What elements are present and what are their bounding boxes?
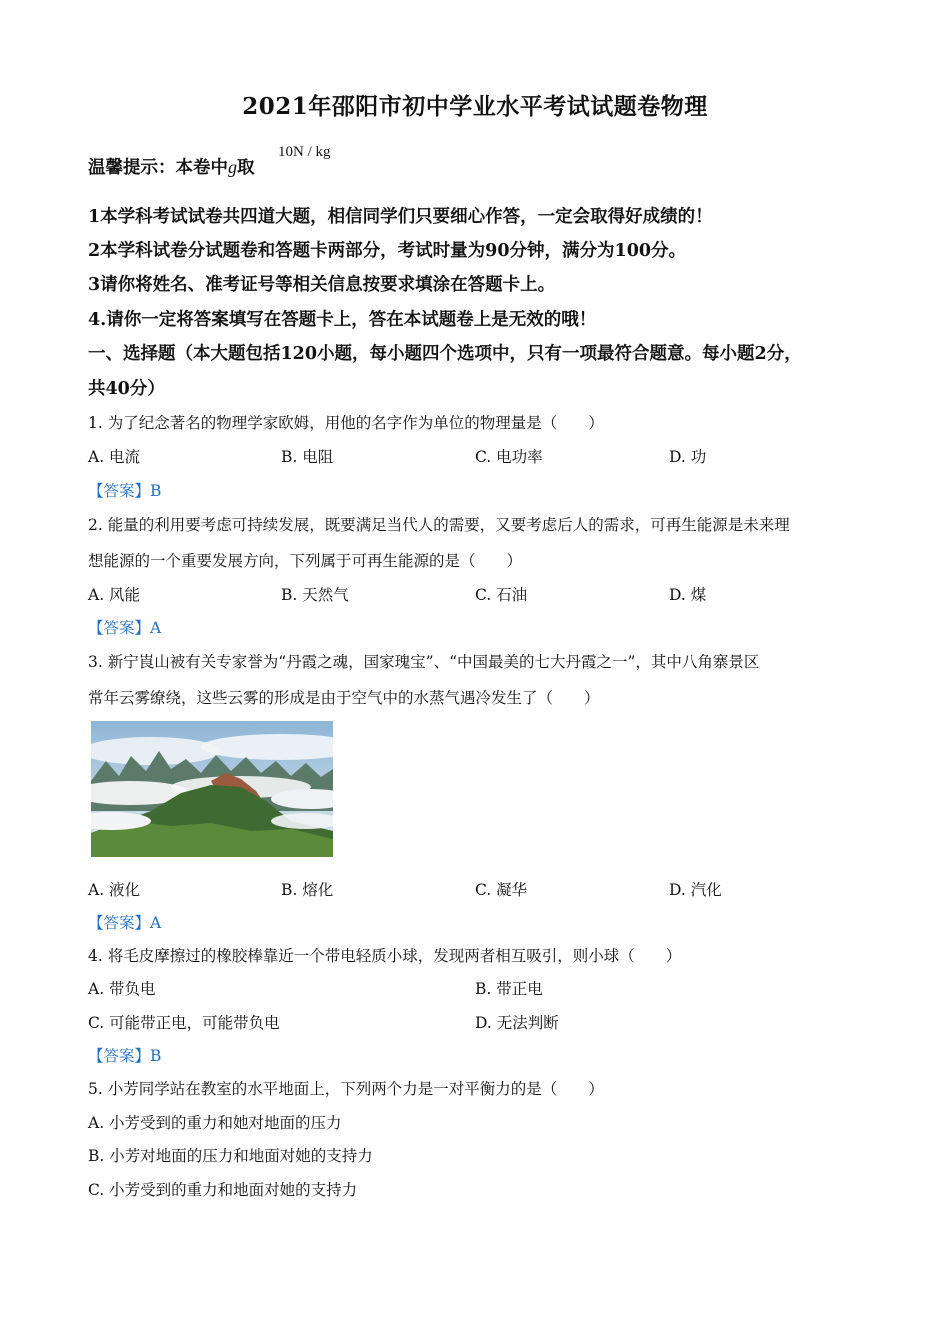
question-2-option-a: A. 风能 <box>88 586 141 604</box>
question-3-option-a: A. 液化 <box>88 881 141 899</box>
question-3-text-line2: 常年云雾缭绕，这些云雾的形成是由于空气中的水蒸气遇冷发生了（ ） <box>88 689 600 707</box>
notice-1: 1本学科考试试卷共四道大题，相信同学们只要细心作答，一定会取得好成绩的！ <box>88 207 713 227</box>
question-1-answer: 【答案】B <box>88 482 162 500</box>
question-4-option-b: B. 带正电 <box>475 980 543 998</box>
question-4-answer: 【答案】B <box>88 1047 162 1065</box>
tip-value: 10N / kg <box>278 144 331 160</box>
question-2-answer: 【答案】A <box>88 619 162 637</box>
tip-suffix: 取 <box>237 158 255 178</box>
question-4-option-c: C. 可能带正电，可能带负电 <box>88 1014 280 1032</box>
question-4-text: 4. 将毛皮摩擦过的橡胶棒靠近一个带电轻质小球，发现两者相互吸引，则小球（ ） <box>88 947 682 965</box>
question-3-option-d: D. 汽化 <box>669 881 722 899</box>
notice-4: 4.请你一定将答案填写在答题卡上，答在本试题卷上是无效的哦！ <box>88 310 597 330</box>
question-1-option-c: C. 电功率 <box>475 448 543 466</box>
section-heading-line2: 共40分） <box>88 379 165 399</box>
tip-prefix: 温馨提示：本卷中 <box>88 158 228 178</box>
mountain-cloud-illustration <box>91 721 333 857</box>
tip-line <box>88 154 255 179</box>
question-5-option-b: B. 小芳对地面的压力和地面对她的支持力 <box>88 1147 373 1165</box>
question-2-option-c: C. 石油 <box>475 586 528 604</box>
page-title: 2021年邵阳市初中学业水平考试试题卷物理 <box>242 93 708 120</box>
question-4-option-d: D. 无法判断 <box>475 1014 559 1032</box>
question-4-option-a: A. 带负电 <box>88 980 156 998</box>
question-2-option-d: D. 煤 <box>669 586 707 604</box>
mountain-cloud-photo <box>91 721 333 857</box>
question-5-option-a: A. 小芳受到的重力和她对地面的压力 <box>88 1114 342 1132</box>
question-3-option-c: C. 凝华 <box>475 881 528 899</box>
question-1-option-b: B. 电阻 <box>281 448 334 466</box>
tip-variable: g <box>228 157 237 177</box>
question-3-answer: 【答案】A <box>88 914 162 932</box>
notice-3: 3请你将姓名、准考证号等相关信息按要求填涂在答题卡上。 <box>88 275 556 295</box>
section-heading-line1: 一、选择题（本大题包括120小题，每小题四个选项中，只有一项最符合题意。每小题2分， <box>88 344 802 364</box>
question-2-text-line1: 2. 能量的利用要考虑可持续发展，既要满足当代人的需要，又要考虑后人的需求，可再生能源是未来理 <box>88 516 790 534</box>
question-2-text-line2: 想能源的一个重要发展方向，下列属于可再生能源的是（ ） <box>88 552 523 570</box>
question-5-text: 5. 小芳同学站在教室的水平地面上，下列两个力是一对平衡力的是（ ） <box>88 1080 604 1098</box>
question-1-option-d: D. 功 <box>669 448 707 466</box>
question-3-option-b: B. 熔化 <box>281 881 334 899</box>
question-1-text: 1. 为了纪念著名的物理学家欧姆，用他的名字作为单位的物理量是（ ） <box>88 414 604 432</box>
question-1-option-a: A. 电流 <box>88 448 141 466</box>
question-3-text-line1: 3. 新宁崀山被有关专家誉为“丹霞之魂，国家瑰宝”、“中国最美的七大丹霞之一”，其中八角寨景区 <box>88 653 760 671</box>
question-2-option-b: B. 天然气 <box>281 586 349 604</box>
question-5-option-c: C. 小芳受到的重力和地面对她的支持力 <box>88 1181 358 1199</box>
notice-2: 2本学科试卷分试题卷和答题卡两部分，考试时量为90分钟，满分为100分。 <box>88 241 687 261</box>
